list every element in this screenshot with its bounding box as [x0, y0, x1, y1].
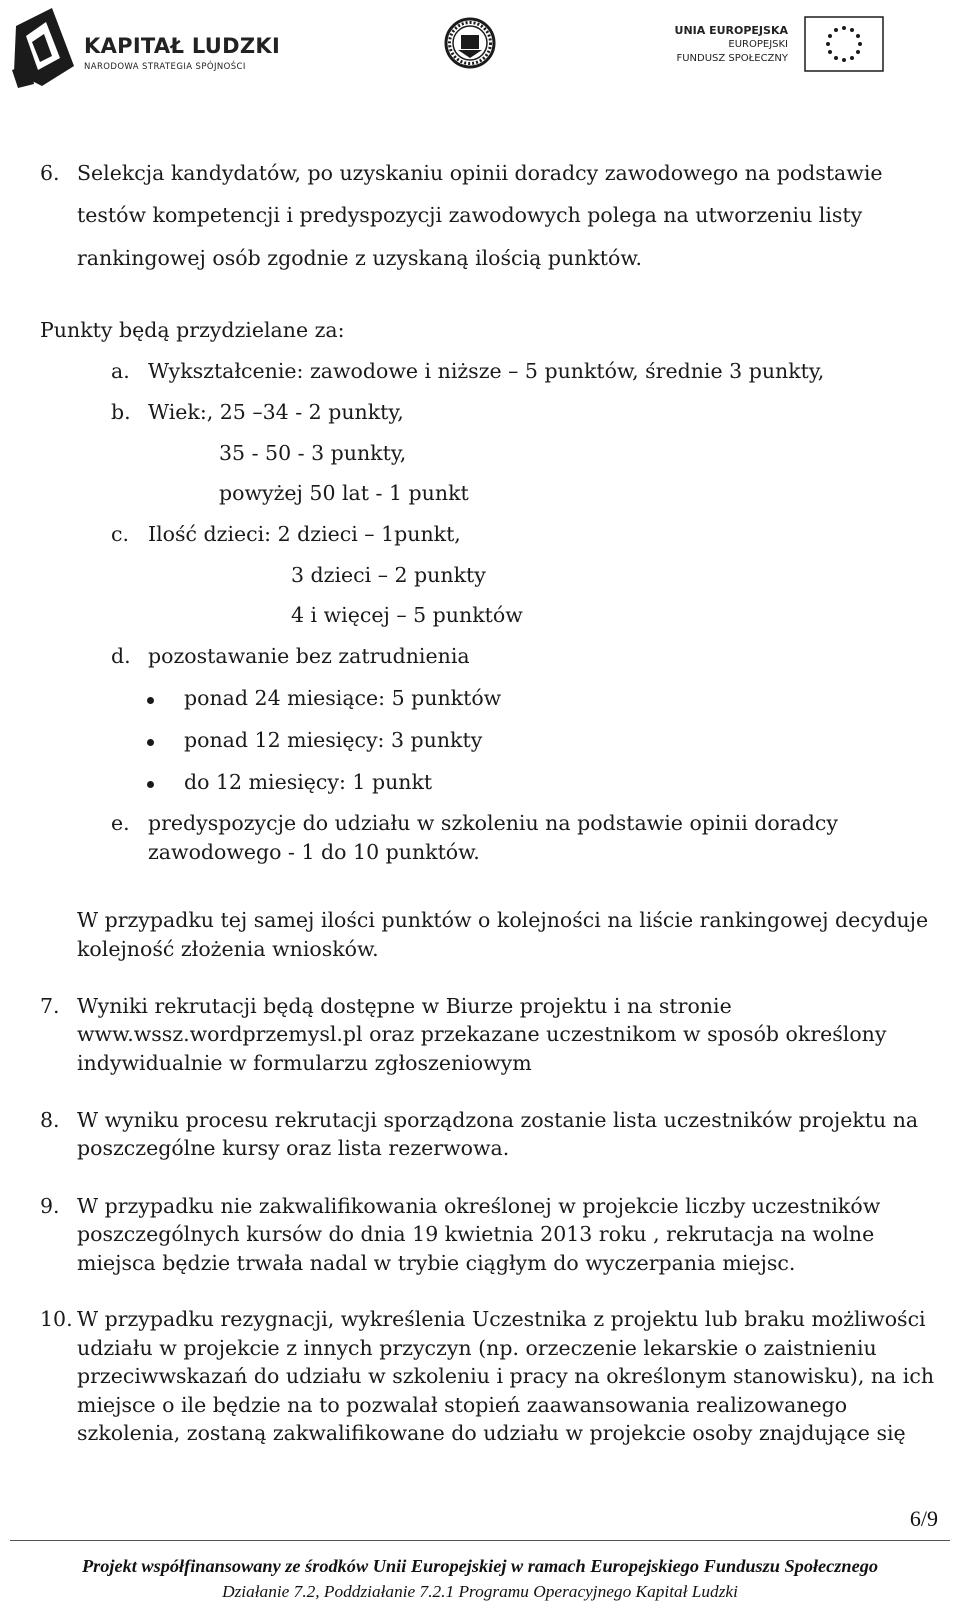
- item-9-line-1: W przypadku nie zakwalifikowania określonej w projekcie liczby uczestników: [77, 1194, 881, 1218]
- item-7-line-2: www.wssz.wordprzemysl.pl oraz przekazane uczestnikom w sposób określony: [77, 1022, 887, 1046]
- eu-name: UNIA EUROPEJSKA: [674, 24, 788, 37]
- criterion-d-bullet-2: ponad 12 miesięcy: 3 punkty: [184, 728, 483, 752]
- criterion-c-cont-2: 4 i więcej – 5 punktów: [291, 603, 523, 627]
- criterion-c-letter: c.: [111, 522, 129, 546]
- efs-line-2: FUNDUSZ SPOŁECZNY: [676, 53, 788, 64]
- item-8-line-2: poszczególne kursy oraz lista rezerwowa.: [77, 1136, 510, 1160]
- item-10-line-5: szkolenia, zostaną zakwalifikowane do udziału w projekcie osoby znajdujące się: [77, 1421, 906, 1445]
- footer-line-2: Działanie 7.2, Poddziałanie 7.2.1 Programu Operacyjnego Kapitał Ludzki: [222, 1582, 738, 1601]
- efs-line-1: EUROPEJSKI: [728, 39, 788, 50]
- bullet-1: [147, 697, 154, 704]
- item-10-line-4: miejsce o ile będzie na to pozwalał stopień zaawansowania realizowanego: [77, 1393, 848, 1417]
- item-6-line-3: rankingowej osób zgodnie z uzyskaną ilością punktów.: [77, 246, 642, 270]
- kapital-ludzki-subtitle: NARODOWA STRATEGIA SPÓJNOŚCI: [84, 62, 246, 72]
- bullet-2: [147, 739, 154, 746]
- item-7-number: 7.: [40, 994, 60, 1018]
- footer-line-1: Projekt współfinansowany ze środków Unii Europejskiej w ramach Europejskiego Funduszu Społecznego: [81, 1556, 879, 1576]
- tie-rule-line-2: kolejność złożenia wniosków.: [77, 937, 379, 961]
- item-7-line-3: indywidualnie w formularzu zgłoszeniowym: [77, 1051, 532, 1075]
- item-8-number: 8.: [40, 1108, 60, 1132]
- bullet-3: [147, 781, 154, 788]
- criterion-e-letter: e.: [111, 811, 130, 835]
- criterion-d-text: pozostawanie bez zatrudnienia: [148, 644, 470, 668]
- criterion-e-line-1: predyspozycje do udziału w szkoleniu na podstawie opinii doradcy: [148, 811, 838, 835]
- page-number: 6/9: [909, 1506, 938, 1531]
- item-10-line-1: W przypadku rezygnacji, wykreślenia Uczestnika z projektu lub braku możliwości: [77, 1307, 926, 1331]
- item-6-line-2: testów kompetencji i predyspozycji zawodowych polega na utworzeniu listy: [77, 203, 863, 227]
- item-6-line-1: Selekcja kandydatów, po uzyskaniu opinii doradcy zawodowego na podstawie: [77, 161, 883, 185]
- criterion-e-line-2: zawodowego - 1 do 10 punktów.: [148, 840, 480, 864]
- item-9-number: 9.: [40, 1194, 60, 1218]
- criterion-d-bullet-3: do 12 miesięcy: 1 punkt: [184, 770, 433, 794]
- footer-divider: [10, 1540, 950, 1541]
- item-8-line-1: W wyniku procesu rekrutacji sporządzona zostanie lista uczestników projektu na: [77, 1108, 919, 1132]
- criterion-a-letter: a.: [111, 359, 130, 383]
- criterion-d-bullet-1: ponad 24 miesiące: 5 punktów: [184, 686, 502, 710]
- criterion-c-text: Ilość dzieci: 2 dzieci – 1punkt,: [148, 522, 461, 546]
- item-6-number: 6.: [40, 161, 60, 185]
- criterion-c-cont-1: 3 dzieci – 2 punkty: [291, 563, 486, 587]
- criterion-d-letter: d.: [111, 644, 131, 668]
- criterion-a-text: Wykształcenie: zawodowe i niższe – 5 punktów, średnie 3 punkty,: [148, 359, 825, 383]
- item-10-number: 10.: [40, 1307, 73, 1331]
- tie-rule-line-1: W przypadku tej samej ilości punktów o kolejności na liście rankingowej decyduje: [77, 908, 929, 932]
- item-7-line-1: Wyniki rekrutacji będą dostępne w Biurze projektu i na stronie: [77, 994, 732, 1018]
- item-10-line-2: udziału w projekcie z innych przyczyn (np. orzeczenie lekarskie o zaistnieniu: [77, 1336, 877, 1360]
- criterion-b-text: Wiek:, 25 –34 - 2 punkty,: [148, 400, 404, 424]
- criterion-b-cont-1: 35 - 50 - 3 punkty,: [219, 441, 407, 465]
- kapital-ludzki-title: KAPITAŁ LUDZKI: [84, 34, 281, 58]
- criterion-b-cont-2: powyżej 50 lat - 1 punkt: [219, 481, 469, 505]
- points-heading: Punkty będą przydzielane za:: [40, 318, 345, 342]
- item-10-line-3: przeciwwskazań do udziału w szkoleniu i pracy na określonym stanowisku), na ich: [77, 1364, 935, 1388]
- item-9-line-2: poszczególnych kursów do dnia 19 kwietnia 2013 roku , rekrutacja na wolne: [77, 1222, 875, 1246]
- item-9-line-3: miejsca będzie trwała nadal w trybie ciągłym do wyczerpania miejsc.: [77, 1251, 796, 1275]
- criterion-b-letter: b.: [111, 400, 131, 424]
